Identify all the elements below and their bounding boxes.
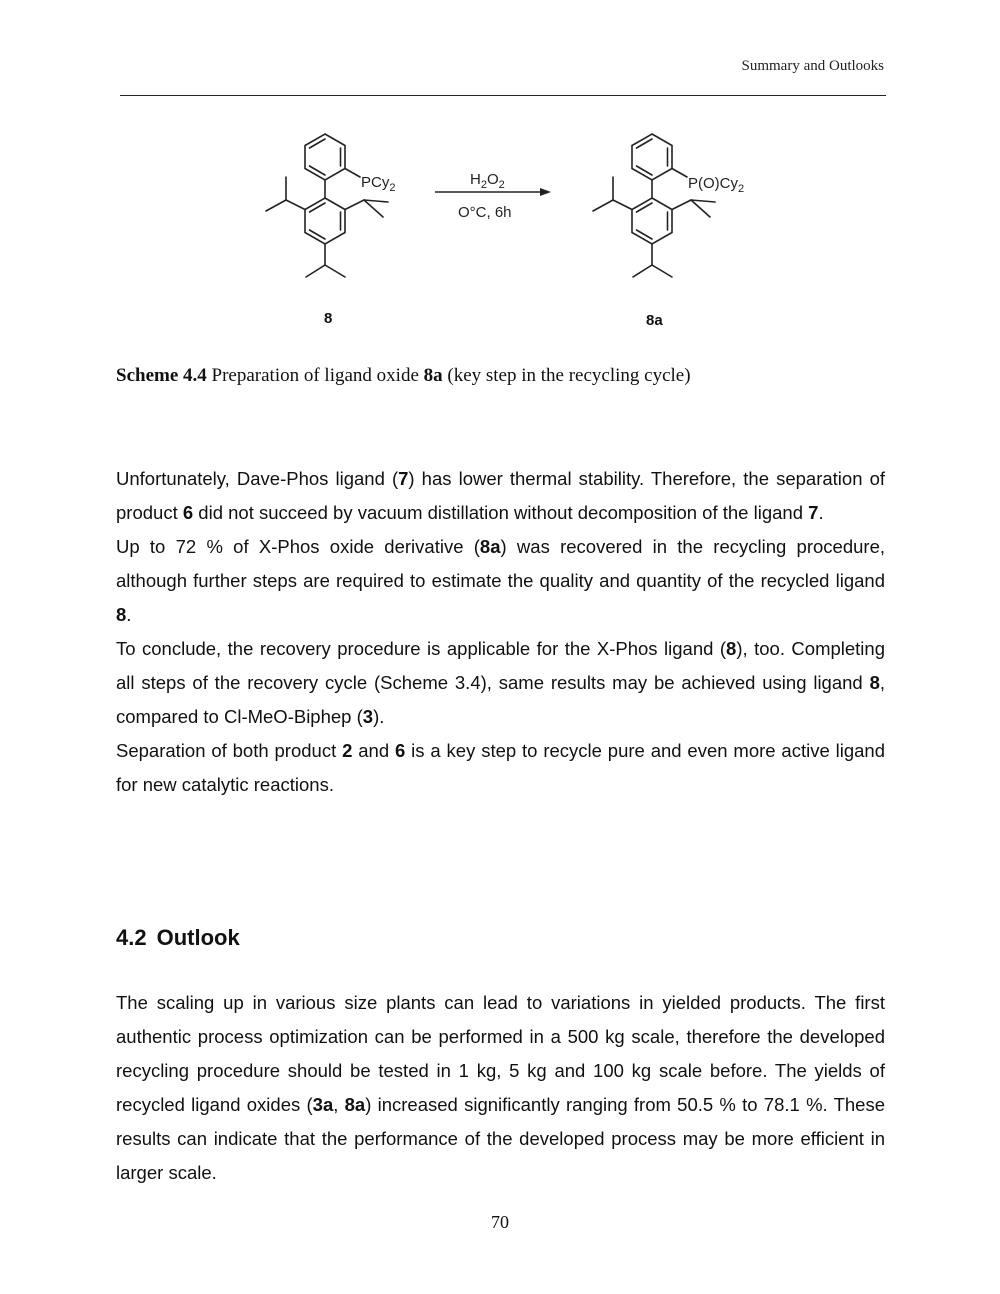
scheme-drawing <box>0 110 1000 340</box>
molecule-8a <box>593 134 715 277</box>
reaction-scheme <box>0 110 1000 340</box>
paragraph-dave-phos: Unfortunately, Dave-Phos ligand (7) has lower thermal stability. Therefore, the separation of product 6 did not succeed by vacuum distillation without decomposition of the ligand 7. <box>116 468 885 523</box>
paragraph-outlook: The scaling up in various size plants can lead to variations in yielded products. The first authentic process optimization can be performed in a 500 kg scale, therefore the developed recycling procedure should be tested in 1 kg, 5 kg and 100 kg scale before. The yields of recycled ligand oxides (3a, 8a) increased significantly ranging from 50.5 % to 78.1 %. These results can indicate that the performance of the developed process may be more efficient in larger scale. <box>116 992 885 1183</box>
reagent-label: $H_2O_2$ <box>470 171 505 191</box>
summary-body <box>116 462 885 802</box>
molecule-8-lower-ring <box>305 198 345 244</box>
right-substituent: $P(O)Cy_2$ <box>688 175 745 195</box>
reaction-arrow-head <box>540 188 551 196</box>
running-head: Summary and Outlooks <box>741 58 884 74</box>
section-heading <box>116 925 240 951</box>
compound-label-8a: 8a <box>646 312 663 329</box>
left-substituent: PCy$_2$ <box>361 174 396 194</box>
paragraph-xphos-oxide: Up to 72 % of X-Phos oxide derivative (8a) was recovered in the recycling procedure, although further steps are required to estimate the quality and quantity of the recycled ligand 8. <box>116 536 885 625</box>
molecule-8 <box>266 134 388 277</box>
page-number: 70 <box>491 1212 509 1232</box>
reaction-condition: O°C, 6h <box>458 204 512 221</box>
molecule-8a-lower-ring <box>632 198 672 244</box>
paragraph-conclusion: To conclude, the recovery procedure is applicable for the X-Phos ligand (8), too. Completing all steps of the recovery cycle (Scheme 3.4), same results may be achieved using ligand 8, compared to Cl-MeO-Biphep (3). <box>116 638 885 727</box>
caption-label: Scheme 4.4 <box>116 365 207 386</box>
molecule-8-upper-ring <box>305 134 345 180</box>
section-title: Outlook <box>156 925 240 950</box>
compound-label-8: 8 <box>324 310 333 327</box>
outlook-body <box>116 986 885 1190</box>
section-number: 4.2 <box>116 925 147 950</box>
paragraph-separation: Separation of both product 2 and 6 is a key step to recycle pure and even more active ligand for new catalytic reactions. <box>116 740 885 795</box>
scheme-caption: Scheme 4.4 Preparation of ligand oxide 8a (key step in the recycling cycle) <box>116 365 691 386</box>
header-rule <box>120 95 886 96</box>
molecule-8a-upper-ring <box>632 134 672 180</box>
